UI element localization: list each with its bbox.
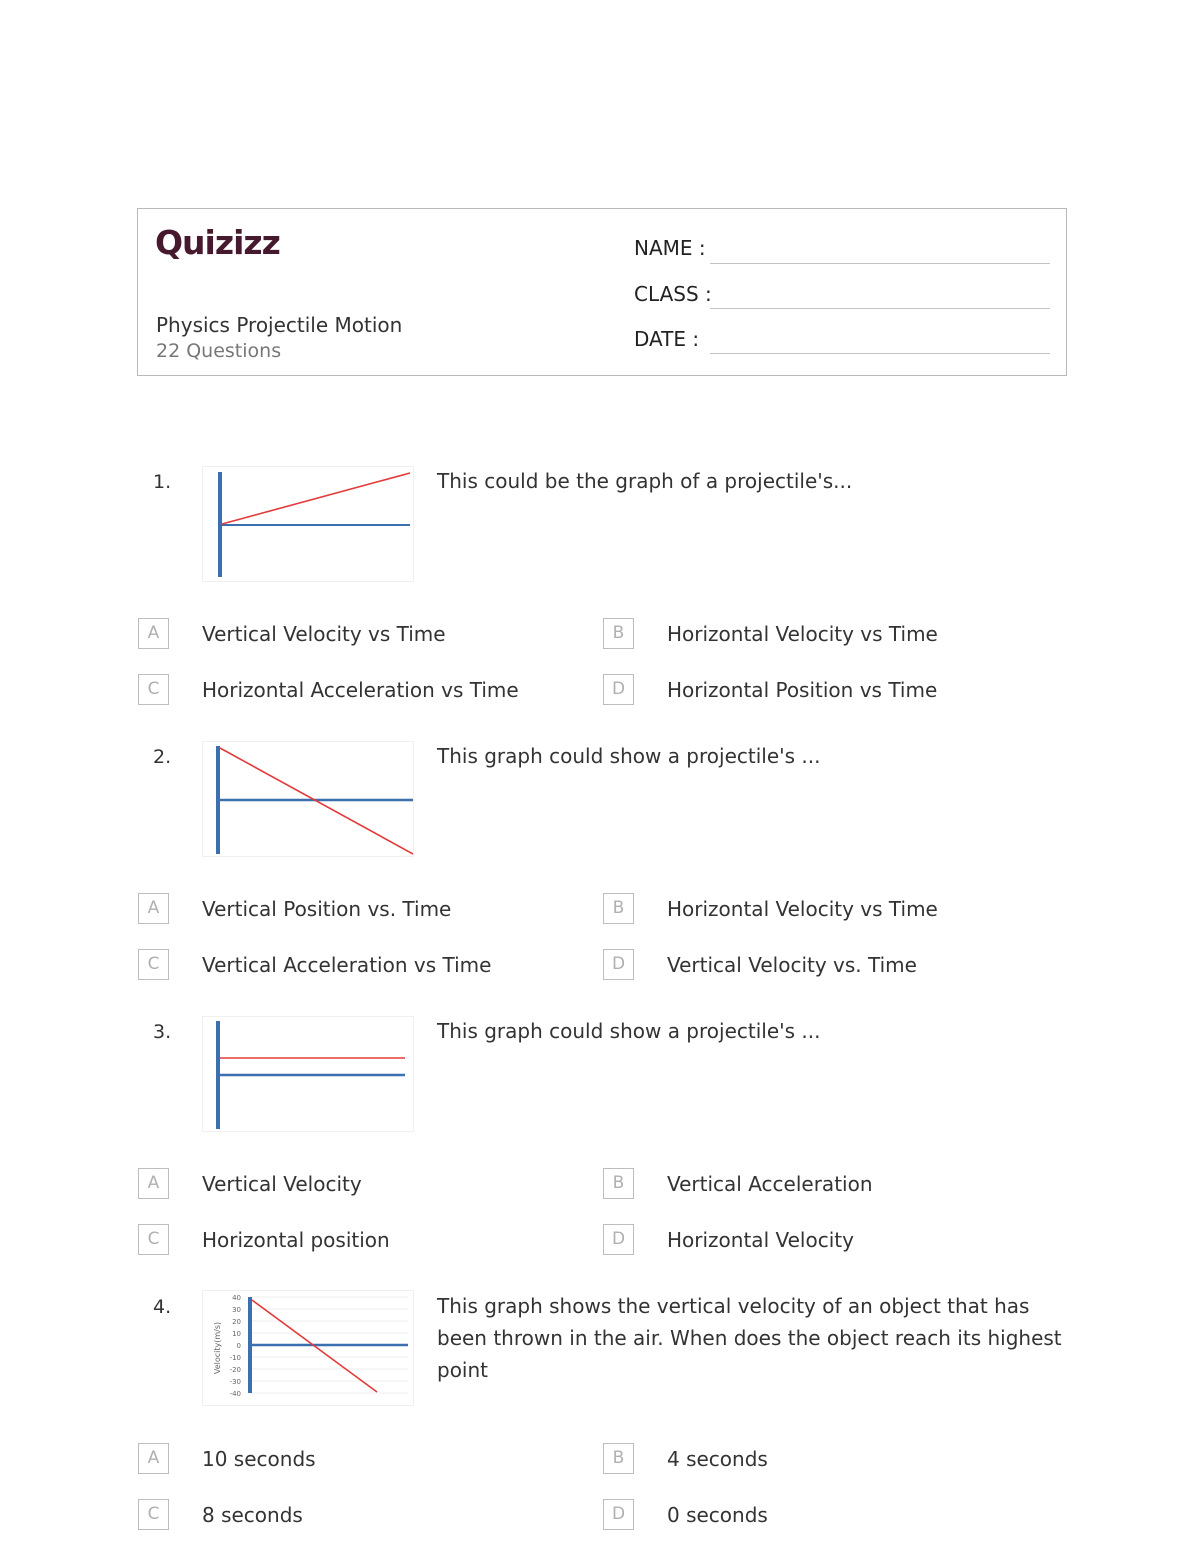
question-2-text: This graph could show a projectile's ... xyxy=(437,744,821,768)
question-1-option-d-box[interactable]: D xyxy=(603,674,634,705)
question-2-graph xyxy=(202,741,414,857)
question-4-ytick-label: 20 xyxy=(232,1318,241,1326)
question-3-option-a-box[interactable]: A xyxy=(138,1168,169,1199)
question-3-graph xyxy=(202,1016,414,1132)
question-4-option-c-box[interactable]: C xyxy=(138,1499,169,1530)
question-3-option-d[interactable]: Horizontal Velocity xyxy=(667,1228,854,1252)
question-1-option-a[interactable]: Vertical Velocity vs Time xyxy=(202,622,446,646)
question-4-option-d[interactable]: 0 seconds xyxy=(667,1503,768,1527)
question-1-option-b[interactable]: Horizontal Velocity vs Time xyxy=(667,622,938,646)
question-2-option-b-box[interactable]: B xyxy=(603,893,634,924)
question-1-option-c[interactable]: Horizontal Acceleration vs Time xyxy=(202,678,519,702)
question-4-ytick-label: 10 xyxy=(232,1330,241,1338)
question-1-option-b-box[interactable]: B xyxy=(603,618,634,649)
question-1-graph xyxy=(202,466,414,582)
quizizz-logo: Quizizz xyxy=(155,223,280,262)
question-2-option-c-box[interactable]: C xyxy=(138,949,169,980)
question-1-option-a-box[interactable]: A xyxy=(138,618,169,649)
question-4-option-b[interactable]: 4 seconds xyxy=(667,1447,768,1471)
question-2-option-d[interactable]: Vertical Velocity vs. Time xyxy=(667,953,917,977)
question-4-option-d-box[interactable]: D xyxy=(603,1499,634,1530)
question-2-number: 2. xyxy=(153,746,172,768)
quiz-title: Physics Projectile Motion xyxy=(156,313,403,337)
question-4-ytick-label: 40 xyxy=(232,1294,241,1302)
question-4-ytick-label: -10 xyxy=(229,1354,241,1362)
question-2-option-c[interactable]: Vertical Acceleration vs Time xyxy=(202,953,492,977)
name-field[interactable] xyxy=(710,263,1050,264)
name-label: NAME : xyxy=(634,236,706,260)
question-3-option-b-box[interactable]: B xyxy=(603,1168,634,1199)
question-4-option-c[interactable]: 8 seconds xyxy=(202,1503,303,1527)
question-3-option-a[interactable]: Vertical Velocity xyxy=(202,1172,362,1196)
class-label: CLASS : xyxy=(634,282,712,306)
question-4-text: This graph shows the vertical velocity of an object that has been thrown in the air. When does the object reach its highest point xyxy=(437,1294,1062,1382)
worksheet-header xyxy=(137,208,1067,376)
question-4-graph-ylabel: Velocity(m/s) xyxy=(213,1321,222,1375)
question-count: 22 Questions xyxy=(156,340,282,362)
question-1-option-d[interactable]: Horizontal Position vs Time xyxy=(667,678,938,702)
question-4-ytick-label: 30 xyxy=(232,1306,241,1314)
question-3-option-b[interactable]: Vertical Acceleration xyxy=(667,1172,873,1196)
question-4-option-a[interactable]: 10 seconds xyxy=(202,1447,316,1471)
question-3-option-c[interactable]: Horizontal position xyxy=(202,1228,390,1252)
question-2-option-d-box[interactable]: D xyxy=(603,949,634,980)
question-4-number: 4. xyxy=(153,1296,172,1318)
class-field[interactable] xyxy=(710,308,1050,309)
question-3-option-c-box[interactable]: C xyxy=(138,1224,169,1255)
question-4-option-b-box[interactable]: B xyxy=(603,1443,634,1474)
question-1-number: 1. xyxy=(153,471,172,493)
question-1-text: This could be the graph of a projectile's... xyxy=(437,469,853,493)
question-4-ytick-label: 0 xyxy=(236,1342,241,1350)
question-1-option-c-box[interactable]: C xyxy=(138,674,169,705)
date-label: DATE : xyxy=(634,327,700,351)
question-2-option-a[interactable]: Vertical Position vs. Time xyxy=(202,897,452,921)
date-field[interactable] xyxy=(710,353,1050,354)
question-4-option-a-box[interactable]: A xyxy=(138,1443,169,1474)
question-4-ytick-label: -40 xyxy=(229,1390,241,1398)
question-2-option-a-box[interactable]: A xyxy=(138,893,169,924)
question-3-option-d-box[interactable]: D xyxy=(603,1224,634,1255)
question-4-ytick-label: -30 xyxy=(229,1378,241,1386)
question-4-ytick-label: -20 xyxy=(229,1366,241,1374)
question-3-text: This graph could show a projectile's ... xyxy=(437,1019,821,1043)
question-3-number: 3. xyxy=(153,1021,172,1043)
question-2-option-b[interactable]: Horizontal Velocity vs Time xyxy=(667,897,938,921)
question-4-graph xyxy=(202,1290,414,1406)
